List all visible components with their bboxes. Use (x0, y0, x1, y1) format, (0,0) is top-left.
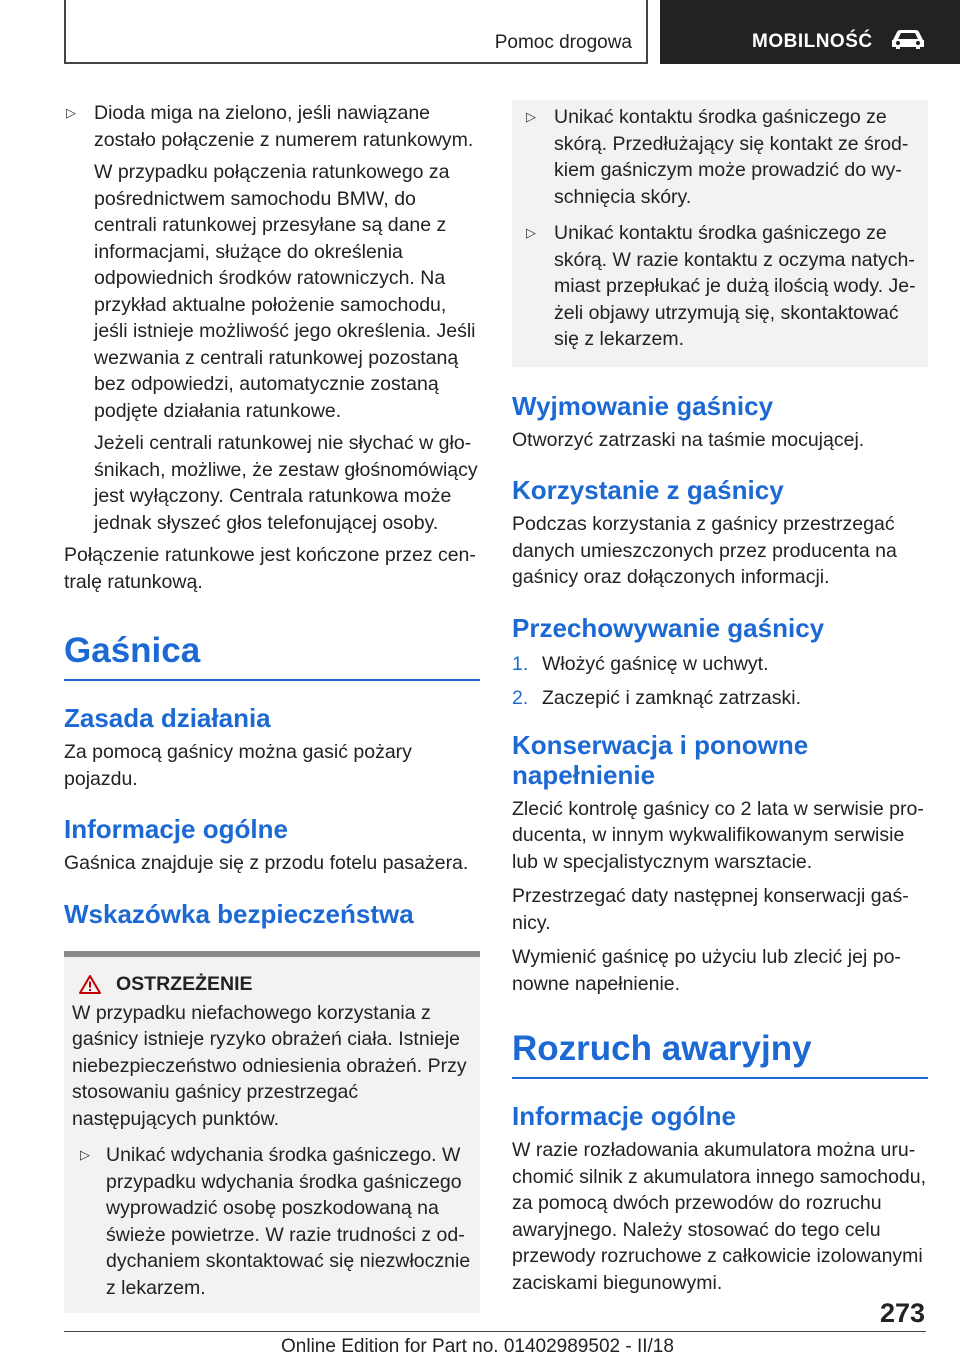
step-number: 2. (512, 687, 529, 709)
section-heading: Wyjmowanie gaśnicy (512, 390, 774, 421)
bullet-text: Dioda miga na zielono, jeśli nawiązane zostało połączenie z numerem ratunkowym. (94, 102, 474, 151)
triangle-bullet-icon: ▷ (526, 225, 536, 240)
list-item (524, 104, 916, 210)
warning-triangle-icon (78, 974, 102, 995)
car-icon (890, 28, 926, 50)
warning-text: W przypadku niefachowego korzystania z gaśnicy istnieje ryzyko obrażeń ciała. Istnieje niebezpieczeństwo odniesienia obrażeń. Przy stosowaniu gaśnicy przestrzegać następujących punktów. (72, 1001, 467, 1130)
paragraph: Otworzyć zatrzaski na taśmie mocującej. (512, 428, 865, 451)
bullet-text: Unikać kontaktu środka gaśniczego ze skórą. Przedłużający się kontakt ze środkiem gaśniczym może prowadzić do wyschnięcia skóry. (554, 106, 909, 208)
section-heading: Wskazówka bezpieczeństwa (64, 898, 414, 929)
page-number: 273 (880, 1298, 926, 1328)
paragraph: Jeżeli centrali ratunkowej nie słychać w głośnikach, możliwe, że zestaw głośnomówiący jest wyłączony. Centrala ratunkowa może jednak słyszeć głos telefonującej osoby. (94, 432, 478, 534)
paragraph: Przestrzegać daty następnej konserwacji gaśnicy. (512, 885, 909, 934)
list-item (64, 100, 480, 153)
step-text: Włożyć gaśnicę w uchwyt. (542, 652, 769, 675)
warning-box (64, 951, 480, 1314)
paragraph: Za pomocą gaśnicy można gasić pożary pojazdu. (64, 741, 412, 790)
edition-text: Online Edition for Part no. 01402989502 - II/18 (281, 1336, 674, 1357)
step-number: 1. (512, 652, 529, 675)
footer-divider (64, 1331, 926, 1332)
paragraph: W przypadku połączenia ratunkowego za pośrednictwem samochodu BMW, do centrali ratunkowej przesyłane są dane z informacjami, służące do określenia odpowiednich środków ratowniczych. Na przykład aktualne położenie samochodu, jeśli istnieje możliwość jego określenia. Jeśli wezwania z centrali ratunkowej pozostaną bez odpowiedzi, automatycznie zostaną podjęte działania ratunkowe. (94, 161, 476, 422)
list-item (524, 220, 916, 353)
right-column (512, 100, 928, 1296)
header-section-box (64, 0, 648, 64)
section-heading: Zasada działania (64, 703, 271, 733)
paragraph: W razie rozładowania akumulatora można uruchomić silnik z akumulatora innego samochodu, za pomocą dwóch przewodów do rozruchu awaryjnego. Należy stosować do tego celu przewody rozruchowe z całkowicie izolowanymi zaciskami biegunowymi. (512, 1139, 927, 1294)
step-item (512, 651, 928, 678)
bullet-text: Unikać wdychania środka gaśniczego. W przypadku wdychania środka gaśniczego wyprowadzić osobę poszkodowaną na świeże powietrze. W razie trudności z oddychaniem skontaktować się niezwłocznie z lekarzem. (106, 1144, 471, 1299)
section-heading: Korzystanie z gaśnicy (512, 475, 784, 505)
header-chapter-box (660, 0, 960, 64)
chapter-title: MOBILNOŚĆ (752, 31, 873, 52)
bullet-text: Unikać kontaktu środka gaśniczego ze skórą. W razie kontaktu z oczyma natychmiast przepłukać je dużą ilością wody. Jeżeli objawy utrzymują się, skontaktować się z lekarzem. (554, 222, 916, 350)
triangle-bullet-icon: ▷ (80, 1147, 90, 1162)
chapter-heading: Gaśnica (64, 631, 480, 681)
triangle-bullet-icon: ▷ (526, 109, 536, 124)
warning-header (78, 973, 472, 996)
list-item (72, 1142, 472, 1301)
section-heading: Informacje ogólne (64, 814, 288, 844)
triangle-bullet-icon: ▷ (66, 105, 76, 120)
paragraph: Podczas korzystania z gaśnicy przestrzegać danych umieszczonych przez producenta na gaśnicy oraz dołączonych informacji. (512, 513, 897, 588)
paragraph: Połączenie ratunkowe jest kończone przez centralę ratunkową. (64, 544, 476, 593)
warning-box-continued (512, 100, 928, 367)
footer-edition (281, 1336, 674, 1358)
steps-list (512, 651, 928, 712)
section-heading: Przechowywanie gaśnicy (512, 612, 825, 643)
section-heading: Konserwacja i ponowne napełnienie (512, 729, 809, 790)
warning-title: OSTRZEŻENIE (116, 972, 253, 995)
step-item (512, 685, 928, 712)
paragraph: Wymienić gaśnicę po użyciu lub zlecić jej ponowne napełnienie. (512, 946, 901, 995)
step-text: Zaczepić i zamknąć zatrzaski. (542, 687, 801, 709)
section-heading: Informacje ogólne (512, 1101, 736, 1131)
section-title: Pomoc drogowa (494, 32, 632, 53)
paragraph: Zlecić kontrolę gaśnicy co 2 lata w serwisie producenta, w innym wykwalifikowanym serwisie lub w specjalistycznym warsztacie. (512, 797, 924, 873)
paragraph: Gaśnica znajduje się z przodu fotelu pasażera. (64, 852, 469, 874)
left-column (64, 100, 480, 1313)
chapter-heading: Rozruch awaryjny (512, 1029, 928, 1079)
